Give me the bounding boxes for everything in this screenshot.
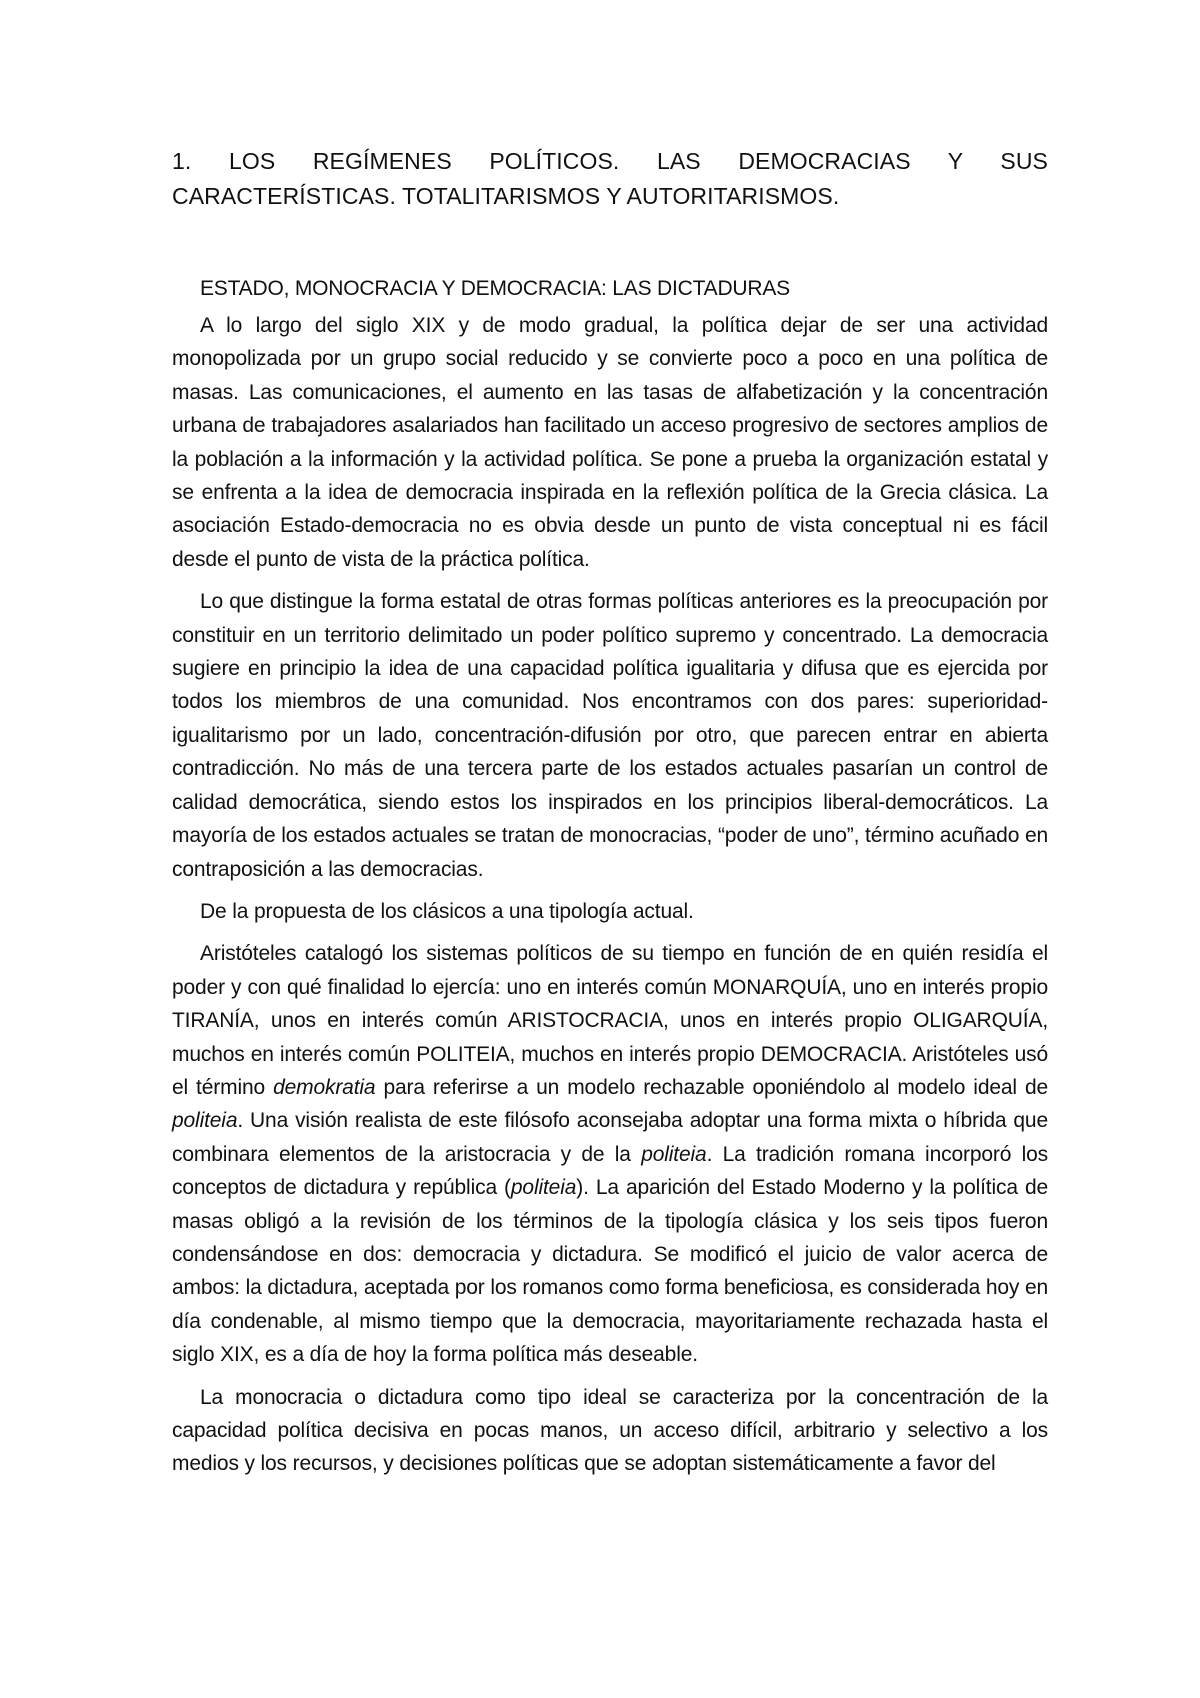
section-heading: ESTADO, MONOCRACIA Y DEMOCRACIA: LAS DICTADURAS	[200, 277, 790, 300]
paragraph-4-part-c: . Una visión realista de este filósofo aconsejaba adoptar una forma mixta o híbrida que combinara elementos de la aristocracia y de la	[172, 1109, 1048, 1166]
paragraph-5: La monocracia o dictadura como tipo ideal se caracteriza por la concentración de la capacidad política decisiva en pocas manos, un acceso difícil, arbitrario y selectivo a los medios y los recursos, y decisiones políticas que se adoptan sistemáticamente a favor del	[172, 1385, 1048, 1476]
paragraph-4-part-b: para referirse a un modelo rechazable oponiéndolo al modelo ideal de	[375, 1075, 1049, 1099]
document-body	[172, 144, 1048, 1481]
title-line-2: CARACTERÍSTICAS. TOTALITARISMOS Y AUTORITARISMOS.	[172, 183, 840, 209]
term-demokratia: demokratia	[273, 1075, 376, 1099]
term-politeia-1: politeia	[172, 1109, 238, 1133]
term-politeia-3: politeia	[510, 1176, 577, 1200]
paragraph-1: A lo largo del siglo XIX y de modo gradual, la política dejar de ser una actividad monopolizada por un grupo social reducido y se convierte poco a poco en una política de masas. Las comunicaciones, el aumento en las tasas de alfabetización y la concentración urbana de trabajadores asalariados han facilitado un acceso progresivo de sectores amplios de la población a la información y la actividad política. Se pone a prueba la organización estatal y se enfrenta a la idea de democracia inspirada en la reflexión política de la Grecia clásica. La asociación Estado-democracia no es obvia desde un punto de vista conceptual ni es fácil desde el punto de vista de la práctica política.	[172, 314, 1048, 571]
paragraph-4-part-e: ). La aparición del Estado Moderno y la política de masas obligó a la revisión de los términos de la tipología clásica y los seis tipos fueron condensándose en dos: democracia y dictadura. Se modificó el juicio de valor acerca de ambos: la dictadura, aceptada por los romanos como forma beneficiosa, es considerada hoy en día condenable, al mismo tiempo que la democracia, mayoritariamente rechazada hasta el siglo XIX, es a día de hoy la forma política más deseable.	[172, 1176, 1048, 1367]
paragraph-4-part-a: Aristóteles catalogó los sistemas políticos de su tiempo en función de en quién residía el poder y con qué finalidad lo ejercía: uno en interés común MONARQUÍA, uno en interés propio TIRANÍA, unos en interés común ARISTOCRACIA, unos en interés propio OLIGARQUÍA, muchos en interés común POLITEIA, muchos en interés propio DEMOCRACIA. Aristóteles usó el término	[172, 942, 1048, 1099]
title-line-1: 1. LOS REGÍMENES POLÍTICOS. LAS DEMOCRACIAS Y SUS	[172, 148, 1048, 174]
paragraph-4-part-d: . La tradición romana incorporó los conceptos de dictadura y república (	[172, 1142, 1048, 1200]
document-title	[172, 144, 1048, 214]
paragraph-3: De la propuesta de los clásicos a una tipología actual.	[200, 899, 694, 923]
paragraph-4	[172, 937, 1048, 1371]
paragraph-2: Lo que distingue la forma estatal de otras formas políticas anteriores es la preocupación por constituir en un territorio delimitado un poder político supremo y concentrado. La democracia sugiere en principio la idea de una capacidad política igualitaria y difusa que es ejercida por todos los miembros de una comunidad. Nos encontramos con dos pares: superioridad-igualitarismo por un lado, concentración-difusión por otro, que parecen entrar en abierta contradicción. No más de una tercera parte de los estados actuales pasarían un control de calidad democrática, siendo estos los inspirados en los principios liberal-democráticos. La mayoría de los estados actuales se tratan de monocracias, “poder de uno”, término acuñado en contraposición a las democracias.	[172, 590, 1048, 881]
term-politeia-2: politeia	[641, 1142, 707, 1166]
